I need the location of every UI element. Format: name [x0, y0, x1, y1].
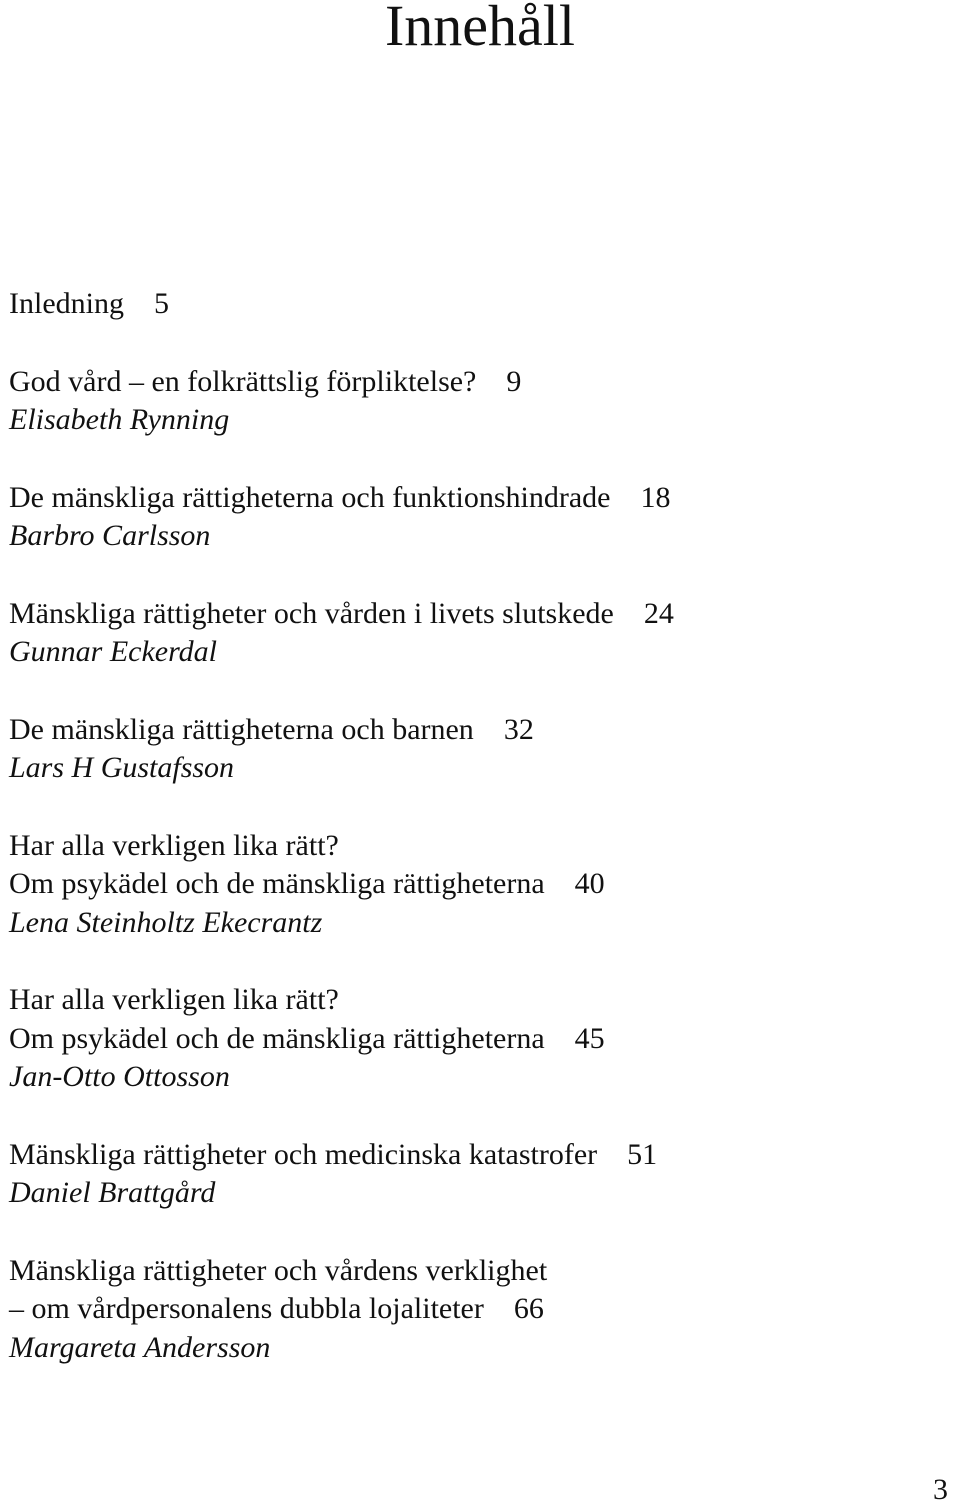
toc-entry — [9, 827, 949, 943]
entry-title: – om vårdpersonalens dubbla lojaliteter — [9, 1292, 484, 1325]
entry-title-line — [9, 1290, 949, 1329]
entry-page-ref: 66 — [513, 1292, 544, 1325]
entry-page-ref: 18 — [640, 480, 671, 514]
entry-title: Inledning — [9, 287, 124, 320]
entry-title: Mänskliga rättigheter och vården i livets slutskede — [9, 596, 614, 630]
page-title: Innehåll — [384, 0, 576, 58]
entry-title-line — [9, 363, 949, 402]
entry-title-line — [9, 1136, 949, 1175]
entry-author: Gunnar Eckerdal — [9, 635, 218, 668]
entry-page-ref: 45 — [574, 1021, 605, 1055]
toc-entry — [9, 363, 949, 440]
entry-page-ref: 24 — [643, 596, 674, 630]
entry-title-line — [9, 865, 949, 904]
table-of-contents — [9, 285, 949, 1367]
entry-page-ref: 40 — [574, 867, 605, 900]
entry-page-ref: 51 — [627, 1137, 658, 1171]
entry-title: Om psykädel och de mänskliga rättigheterna — [9, 1021, 545, 1055]
entry-page-ref: 5 — [153, 287, 169, 320]
entry-title-line: Har alla verkligen lika rätt? — [9, 983, 339, 1016]
toc-entry — [9, 711, 949, 788]
entry-title-line: Har alla verkligen lika rätt? — [9, 828, 339, 862]
toc-entry — [9, 1252, 949, 1368]
entry-page-ref: 32 — [503, 712, 534, 746]
entry-title-line — [9, 285, 949, 324]
entry-title-line — [9, 1020, 949, 1059]
entry-author: Margareta Andersson — [9, 1330, 271, 1364]
toc-entry — [9, 981, 949, 1097]
entry-title: De mänskliga rättigheterna och funktionshindrade — [9, 480, 611, 514]
toc-entry — [9, 1136, 949, 1213]
entry-page-ref: 9 — [506, 364, 522, 398]
entry-author: Lena Steinholtz Ekecrantz — [9, 905, 323, 939]
entry-author: Elisabeth Rynning — [9, 403, 230, 436]
entry-title-line — [9, 711, 949, 750]
toc-entry — [9, 285, 949, 324]
entry-title: God vård – en folkrättslig förpliktelse? — [9, 364, 477, 398]
entry-author: Daniel Brattgård — [9, 1176, 216, 1209]
entry-title-line — [9, 595, 949, 634]
entry-author: Lars H Gustafsson — [9, 751, 235, 784]
entry-author: Barbro Carlsson — [9, 519, 211, 552]
entry-title-line — [9, 479, 949, 518]
page-number: 3 — [933, 1473, 948, 1506]
entry-title: Om psykädel och de mänskliga rättigheterna — [9, 867, 545, 900]
toc-entry — [9, 479, 949, 556]
entry-title: De mänskliga rättigheterna och barnen — [9, 712, 474, 746]
entry-title-line: Mänskliga rättigheter och vårdens verklighet — [9, 1253, 548, 1287]
entry-author: Jan-Otto Ottosson — [9, 1060, 230, 1093]
toc-entry — [9, 595, 949, 672]
entry-title: Mänskliga rättigheter och medicinska katastrofer — [9, 1137, 598, 1171]
